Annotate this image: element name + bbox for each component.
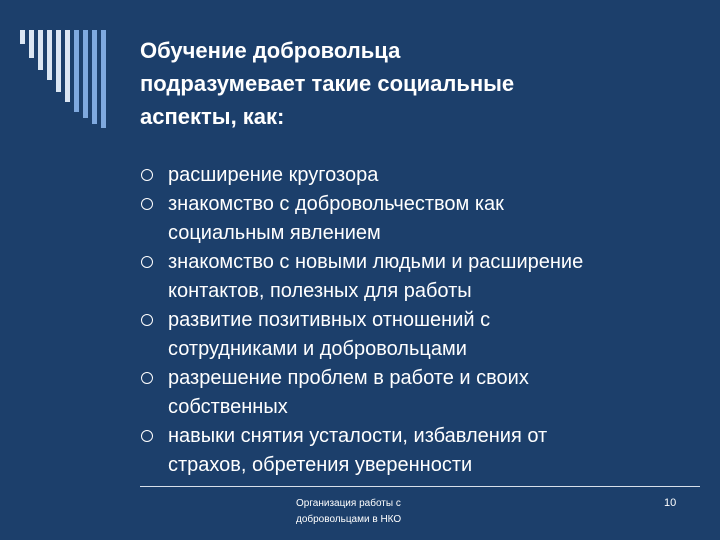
bullet-line: социальным явлением [168, 222, 381, 244]
bullet-text [168, 161, 705, 190]
bullet-line: навыки снятия усталости, избавления от [168, 425, 548, 447]
bullet-item [140, 422, 705, 480]
bullet-line: разрешение проблем в работе и своих [168, 367, 529, 389]
bullet-item [140, 306, 705, 364]
bullet-text [168, 190, 705, 248]
hollow-circle-icon [141, 372, 153, 384]
footer-caption [296, 496, 446, 528]
bullet-line: страхов, обретения уверенности [168, 454, 473, 476]
bullet-text [168, 306, 705, 364]
bullet-line: знакомство с добровольчеством как [168, 193, 504, 215]
page-number: 10 [664, 497, 677, 509]
bullet-item [140, 161, 705, 190]
bullet-item [140, 248, 705, 306]
footer-line: добровольцами в НКО [296, 514, 402, 525]
slide-title [140, 34, 700, 133]
bullet-text [168, 248, 705, 306]
vertical-stripes-icon [12, 30, 122, 130]
bullet-line: развитие позитивных отношений с [168, 309, 491, 331]
bullet-list [140, 161, 705, 480]
bullet-line: контактов, полезных для работы [168, 280, 472, 302]
footer-divider [140, 486, 700, 487]
hollow-circle-icon [141, 256, 153, 268]
bullet-line: сотрудниками и добровольцами [168, 338, 467, 360]
hollow-circle-icon [141, 198, 153, 210]
bullet-text [168, 422, 705, 480]
footer-line: Организация работы с [296, 498, 401, 509]
hollow-circle-icon [141, 314, 153, 326]
title-line: подразумевает такие социальные [140, 71, 515, 96]
bullet-line: знакомство с новыми людьми и расширение [168, 251, 584, 273]
bullet-line: расширение кругозора [168, 164, 379, 186]
hollow-circle-icon [141, 430, 153, 442]
bullet-item [140, 190, 705, 248]
hollow-circle-icon [141, 169, 153, 181]
bullet-line: собственных [168, 396, 288, 418]
bullet-text [168, 364, 705, 422]
title-line: Обучение добровольца [140, 38, 401, 63]
bullet-item [140, 364, 705, 422]
title-line: аспекты, как: [140, 104, 285, 129]
